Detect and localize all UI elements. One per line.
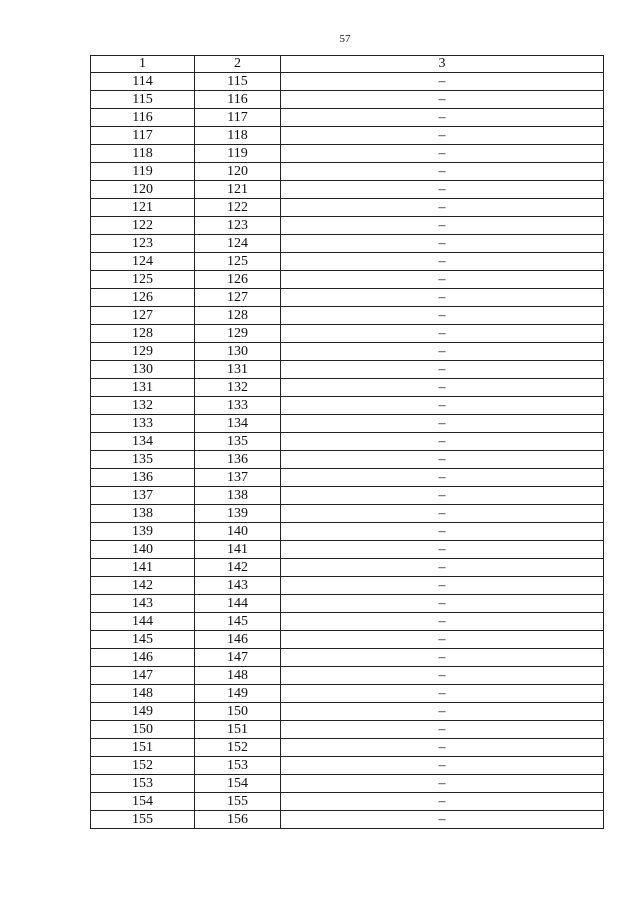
table-row bbox=[91, 721, 604, 739]
table-row bbox=[91, 343, 604, 361]
table-cell-col-3: – bbox=[281, 721, 604, 739]
column-header-1: 1 bbox=[91, 56, 195, 73]
table-row bbox=[91, 379, 604, 397]
table-cell-col-1: 123 bbox=[91, 235, 195, 253]
table-cell-col-3: – bbox=[281, 361, 604, 379]
table-cell-col-3: – bbox=[281, 325, 604, 343]
table-row bbox=[91, 631, 604, 649]
table-cell-col-3: – bbox=[281, 685, 604, 703]
table-cell-col-1: 128 bbox=[91, 325, 195, 343]
table-cell-col-2: 147 bbox=[195, 649, 281, 667]
table-cell-col-3: – bbox=[281, 253, 604, 271]
table-cell-col-1: 117 bbox=[91, 127, 195, 145]
table-cell-col-2: 138 bbox=[195, 487, 281, 505]
table-cell-col-2: 133 bbox=[195, 397, 281, 415]
table-cell-col-3: – bbox=[281, 145, 604, 163]
table-cell-col-2: 117 bbox=[195, 109, 281, 127]
table-row bbox=[91, 793, 604, 811]
table-cell-col-2: 143 bbox=[195, 577, 281, 595]
table-row bbox=[91, 541, 604, 559]
table-cell-col-3: – bbox=[281, 775, 604, 793]
table-body bbox=[91, 73, 604, 829]
table-cell-col-3: – bbox=[281, 181, 604, 199]
table-row bbox=[91, 217, 604, 235]
table-cell-col-3: – bbox=[281, 217, 604, 235]
table-cell-col-1: 129 bbox=[91, 343, 195, 361]
table-cell-col-1: 140 bbox=[91, 541, 195, 559]
table-cell-col-3: – bbox=[281, 793, 604, 811]
table-cell-col-2: 129 bbox=[195, 325, 281, 343]
table-cell-col-1: 131 bbox=[91, 379, 195, 397]
table-cell-col-1: 120 bbox=[91, 181, 195, 199]
table-cell-col-3: – bbox=[281, 613, 604, 631]
table-cell-col-2: 132 bbox=[195, 379, 281, 397]
data-table bbox=[90, 55, 604, 829]
table-cell-col-3: – bbox=[281, 667, 604, 685]
table-row bbox=[91, 811, 604, 829]
table-row bbox=[91, 433, 604, 451]
table-row bbox=[91, 703, 604, 721]
table-cell-col-3: – bbox=[281, 487, 604, 505]
table-row bbox=[91, 775, 604, 793]
table-row bbox=[91, 325, 604, 343]
table-cell-col-2: 150 bbox=[195, 703, 281, 721]
table-cell-col-3: – bbox=[281, 289, 604, 307]
table-cell-col-1: 115 bbox=[91, 91, 195, 109]
table-cell-col-3: – bbox=[281, 811, 604, 829]
table-cell-col-1: 121 bbox=[91, 199, 195, 217]
table-cell-col-1: 142 bbox=[91, 577, 195, 595]
table-cell-col-2: 115 bbox=[195, 73, 281, 91]
table-cell-col-1: 130 bbox=[91, 361, 195, 379]
table-row bbox=[91, 757, 604, 775]
table-cell-col-3: – bbox=[281, 469, 604, 487]
table-row bbox=[91, 487, 604, 505]
table-cell-col-3: – bbox=[281, 415, 604, 433]
table-header-row bbox=[91, 56, 604, 73]
table-cell-col-1: 116 bbox=[91, 109, 195, 127]
table-cell-col-3: – bbox=[281, 109, 604, 127]
table-cell-col-2: 155 bbox=[195, 793, 281, 811]
table-cell-col-2: 135 bbox=[195, 433, 281, 451]
table-row bbox=[91, 739, 604, 757]
table-cell-col-2: 141 bbox=[195, 541, 281, 559]
table-cell-col-1: 152 bbox=[91, 757, 195, 775]
table-cell-col-2: 123 bbox=[195, 217, 281, 235]
table-row bbox=[91, 199, 604, 217]
table-cell-col-3: – bbox=[281, 199, 604, 217]
table-cell-col-2: 151 bbox=[195, 721, 281, 739]
table-row bbox=[91, 505, 604, 523]
table-cell-col-1: 139 bbox=[91, 523, 195, 541]
table-cell-col-2: 120 bbox=[195, 163, 281, 181]
table-row bbox=[91, 559, 604, 577]
table-cell-col-3: – bbox=[281, 127, 604, 145]
table-row bbox=[91, 253, 604, 271]
table-cell-col-2: 125 bbox=[195, 253, 281, 271]
table-cell-col-1: 125 bbox=[91, 271, 195, 289]
table-cell-col-1: 147 bbox=[91, 667, 195, 685]
table-cell-col-1: 149 bbox=[91, 703, 195, 721]
table-cell-col-2: 127 bbox=[195, 289, 281, 307]
table-cell-col-2: 156 bbox=[195, 811, 281, 829]
table-cell-col-1: 118 bbox=[91, 145, 195, 163]
table-cell-col-3: – bbox=[281, 595, 604, 613]
table-cell-col-2: 144 bbox=[195, 595, 281, 613]
table-cell-col-1: 148 bbox=[91, 685, 195, 703]
table-cell-col-3: – bbox=[281, 271, 604, 289]
table-cell-col-3: – bbox=[281, 631, 604, 649]
table-row bbox=[91, 109, 604, 127]
table-row bbox=[91, 163, 604, 181]
table-cell-col-1: 119 bbox=[91, 163, 195, 181]
table-cell-col-1: 153 bbox=[91, 775, 195, 793]
table-cell-col-1: 124 bbox=[91, 253, 195, 271]
column-header-3: 3 bbox=[281, 56, 604, 73]
column-header-2: 2 bbox=[195, 56, 281, 73]
table-cell-col-2: 134 bbox=[195, 415, 281, 433]
table-row bbox=[91, 667, 604, 685]
table-row bbox=[91, 415, 604, 433]
table-cell-col-2: 131 bbox=[195, 361, 281, 379]
table-row bbox=[91, 397, 604, 415]
table-row bbox=[91, 649, 604, 667]
table-cell-col-3: – bbox=[281, 451, 604, 469]
table-row bbox=[91, 595, 604, 613]
table-cell-col-3: – bbox=[281, 703, 604, 721]
table-row bbox=[91, 307, 604, 325]
table-cell-col-3: – bbox=[281, 739, 604, 757]
table-cell-col-2: 126 bbox=[195, 271, 281, 289]
table-cell-col-3: – bbox=[281, 163, 604, 181]
table-cell-col-1: 155 bbox=[91, 811, 195, 829]
table-row bbox=[91, 91, 604, 109]
table-cell-col-1: 141 bbox=[91, 559, 195, 577]
table-cell-col-2: 119 bbox=[195, 145, 281, 163]
table-cell-col-2: 122 bbox=[195, 199, 281, 217]
table-cell-col-1: 146 bbox=[91, 649, 195, 667]
table-row bbox=[91, 127, 604, 145]
table-cell-col-1: 126 bbox=[91, 289, 195, 307]
table-cell-col-1: 150 bbox=[91, 721, 195, 739]
table-cell-col-1: 134 bbox=[91, 433, 195, 451]
table-cell-col-1: 114 bbox=[91, 73, 195, 91]
table-cell-col-2: 153 bbox=[195, 757, 281, 775]
table-cell-col-2: 128 bbox=[195, 307, 281, 325]
table-cell-col-2: 145 bbox=[195, 613, 281, 631]
table-row bbox=[91, 451, 604, 469]
table-cell-col-3: – bbox=[281, 433, 604, 451]
table-cell-col-3: – bbox=[281, 397, 604, 415]
table-cell-col-1: 133 bbox=[91, 415, 195, 433]
table-cell-col-2: 152 bbox=[195, 739, 281, 757]
table-cell-col-3: – bbox=[281, 559, 604, 577]
table-row bbox=[91, 469, 604, 487]
table-cell-col-2: 121 bbox=[195, 181, 281, 199]
table-cell-col-2: 146 bbox=[195, 631, 281, 649]
table-cell-col-1: 145 bbox=[91, 631, 195, 649]
table-cell-col-1: 144 bbox=[91, 613, 195, 631]
table-cell-col-3: – bbox=[281, 523, 604, 541]
table-cell-col-2: 154 bbox=[195, 775, 281, 793]
table-cell-col-2: 137 bbox=[195, 469, 281, 487]
table-cell-col-2: 148 bbox=[195, 667, 281, 685]
table-cell-col-2: 124 bbox=[195, 235, 281, 253]
table-cell-col-3: – bbox=[281, 379, 604, 397]
table-cell-col-3: – bbox=[281, 757, 604, 775]
table-cell-col-2: 149 bbox=[195, 685, 281, 703]
table-cell-col-3: – bbox=[281, 73, 604, 91]
table-cell-col-3: – bbox=[281, 343, 604, 361]
table-cell-col-2: 130 bbox=[195, 343, 281, 361]
table-row bbox=[91, 145, 604, 163]
table-cell-col-1: 137 bbox=[91, 487, 195, 505]
table-cell-col-3: – bbox=[281, 235, 604, 253]
table-row bbox=[91, 271, 604, 289]
table-row bbox=[91, 361, 604, 379]
table-row bbox=[91, 577, 604, 595]
table-cell-col-3: – bbox=[281, 577, 604, 595]
table-row bbox=[91, 289, 604, 307]
table-row bbox=[91, 613, 604, 631]
table-cell-col-3: – bbox=[281, 541, 604, 559]
table-cell-col-3: – bbox=[281, 505, 604, 523]
table-row bbox=[91, 235, 604, 253]
table-cell-col-1: 138 bbox=[91, 505, 195, 523]
table-cell-col-2: 116 bbox=[195, 91, 281, 109]
table-cell-col-1: 132 bbox=[91, 397, 195, 415]
table-cell-col-1: 135 bbox=[91, 451, 195, 469]
table-row bbox=[91, 73, 604, 91]
table-cell-col-2: 140 bbox=[195, 523, 281, 541]
table-cell-col-2: 142 bbox=[195, 559, 281, 577]
page-number: 57 bbox=[339, 33, 351, 45]
table-cell-col-3: – bbox=[281, 307, 604, 325]
table-cell-col-1: 136 bbox=[91, 469, 195, 487]
table-cell-col-1: 127 bbox=[91, 307, 195, 325]
table-row bbox=[91, 523, 604, 541]
table-row bbox=[91, 181, 604, 199]
table-cell-col-1: 122 bbox=[91, 217, 195, 235]
table-cell-col-3: – bbox=[281, 649, 604, 667]
table-cell-col-2: 136 bbox=[195, 451, 281, 469]
table-cell-col-1: 154 bbox=[91, 793, 195, 811]
table-cell-col-2: 139 bbox=[195, 505, 281, 523]
table-header bbox=[91, 56, 604, 73]
table-cell-col-3: – bbox=[281, 91, 604, 109]
table-cell-col-2: 118 bbox=[195, 127, 281, 145]
table-cell-col-1: 151 bbox=[91, 739, 195, 757]
table-row bbox=[91, 685, 604, 703]
table-cell-col-1: 143 bbox=[91, 595, 195, 613]
